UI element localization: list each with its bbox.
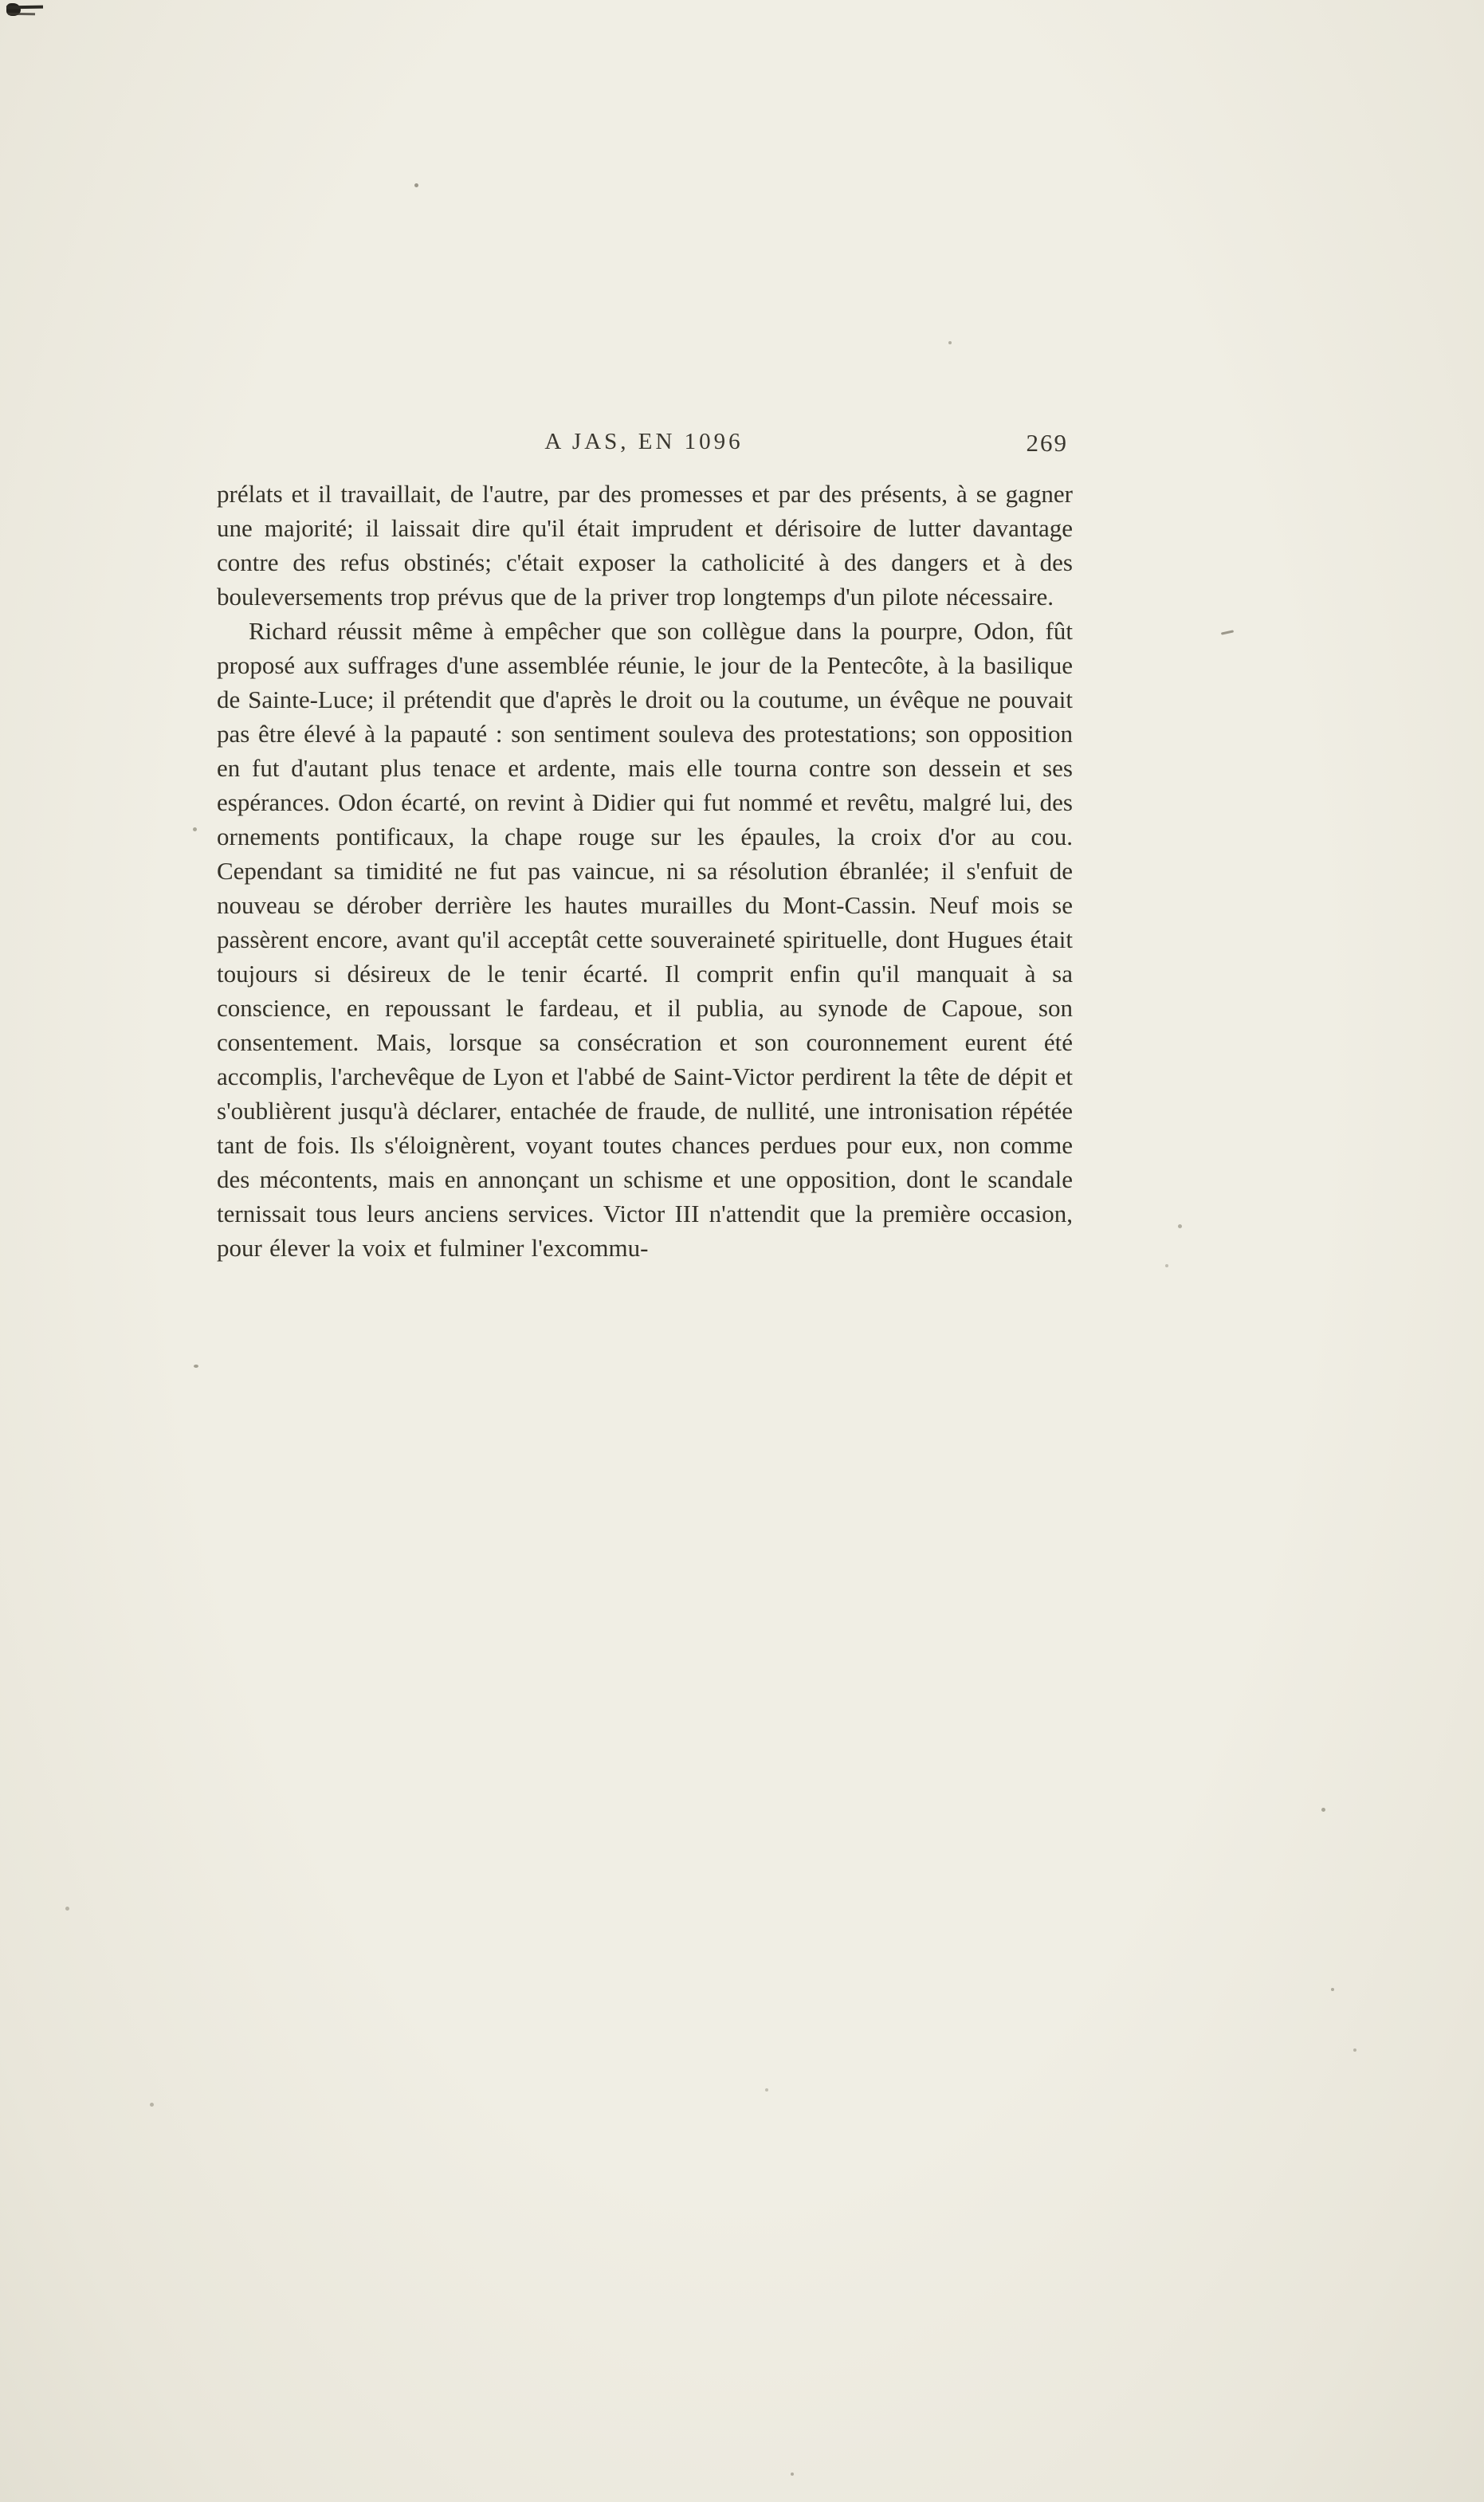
scan-speck — [948, 341, 952, 344]
text-block — [217, 477, 1073, 1265]
page-header — [217, 429, 1071, 464]
scan-speck — [1321, 1808, 1325, 1812]
scan-speck — [1178, 1224, 1182, 1228]
scan-corner-ink-mark — [6, 3, 48, 24]
scan-speck — [1353, 2048, 1356, 2052]
scan-speck — [1165, 1264, 1168, 1267]
scan-speck — [194, 1365, 198, 1368]
scan-speck — [193, 827, 197, 831]
scan-speck — [791, 2473, 794, 2476]
scan-speck — [1331, 1988, 1334, 1991]
scan-speck — [150, 2103, 154, 2107]
ink-stroke — [6, 6, 43, 10]
page-number: 269 — [1026, 429, 1068, 457]
scan-speck — [65, 1907, 69, 1911]
scan-speck — [414, 183, 418, 187]
scan-speck — [1221, 630, 1234, 634]
scan-speck — [765, 2088, 768, 2092]
paragraph: prélats et il travaillait, de l'autre, par des promesses et par des présents, à se gagner une majorité; il laissait dire qu'il était imprudent et dérisoire de lutter davantage contre des refus obstinés; c'était exposer la catholicité à des dangers et à des bouleversements trop prévus que de la priver trop longtemps d'un pilote nécessaire. — [217, 480, 1073, 611]
paragraph: Richard réussit même à empêcher que son collègue dans la pourpre, Odon, fût proposé aux suffrages d'une assemblée réunie, le jour de la Pentecôte, à la basilique de Sainte-Luce; il prétendit que d'après le droit ou la coutume, un évêque ne pouvait pas être élevé à la papauté : son sentiment souleva des protestations; son opposition en fut d'autant plus tenace et ardente, mais elle tourna contre son dessein et ses espérances. Odon écarté, on revint à Didier qui fut nommé et revêtu, malgré lui, des ornements pontificaux, la chape rouge sur les épaules, la croix d'or au cou. Cependant sa timidité ne fut pas vaincue, ni sa résolution ébranlée; il s'enfuit de nouveau se dérober derrière les hautes murailles du Mont-Cassin. Neuf mois se passèrent encore, avant qu'il acceptât cette souveraineté spirituelle, dont Hugues était toujours si désireux de le tenir écarté. Il comprit enfin qu'il manquait à sa conscience, en repoussant le fardeau, et il publia, au synode de Capoue, son consentement. Mais, lorsque sa consécration et son couronnement eurent été accomplis, l'archevêque de Lyon et l'abbé de Saint-Victor perdirent la tête de dépit et s'oublièrent jusqu'à déclarer, entachée de fraude, de nullité, une intronisation répétée tant de fois. Ils s'éloignèrent, voyant toutes chances perdues pour eux, non comme des mécontents, mais en annonçant un schisme et une opposition, dont le scandale ternissait tous leurs anciens services. Victor III n'attendit que la première occasion, pour élever la voix et fulminer l'excommu- — [217, 617, 1073, 1262]
ink-stroke — [8, 13, 35, 16]
running-title: A JAS, EN 1096 — [544, 429, 744, 454]
